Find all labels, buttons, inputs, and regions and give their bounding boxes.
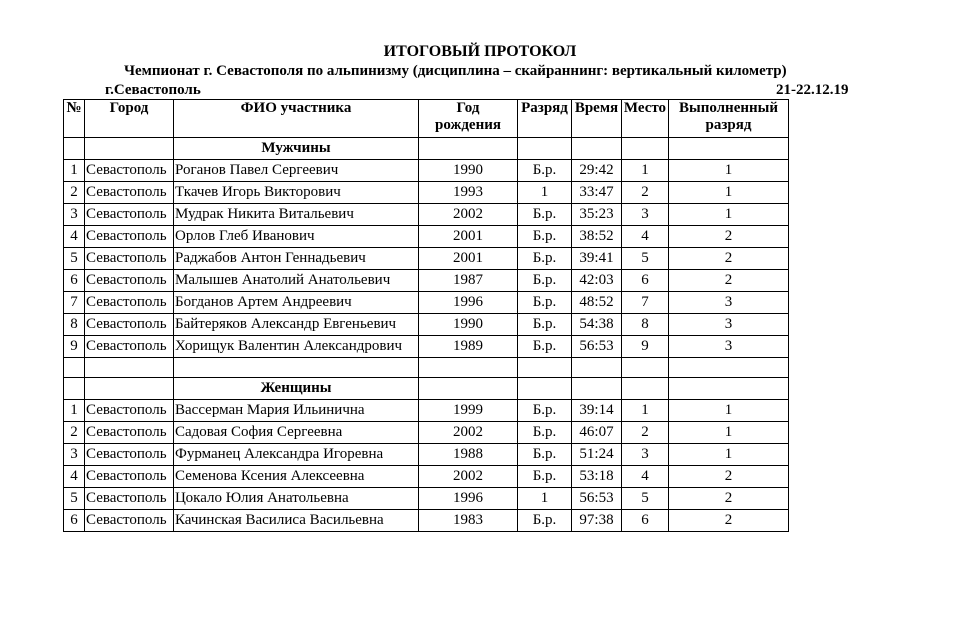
- cell-rank: Б.р.: [518, 400, 572, 422]
- cell-place: 3: [622, 204, 669, 226]
- cell-city: Севастополь: [85, 248, 174, 270]
- cell-place: 1: [622, 400, 669, 422]
- cell-year: 1999: [419, 400, 518, 422]
- cell-achieved: 1: [669, 400, 789, 422]
- table-row: [64, 466, 789, 488]
- table-row: [64, 292, 789, 314]
- cell-time: 42:03: [572, 270, 622, 292]
- cell-achieved: 1: [669, 160, 789, 182]
- cell-name: Качинская Василиса Васильевна: [174, 510, 419, 532]
- cell-num: 3: [64, 204, 85, 226]
- cell-achieved: 2: [669, 488, 789, 510]
- cell-rank: 1: [518, 488, 572, 510]
- table-row: [64, 488, 789, 510]
- cell-year: 1983: [419, 510, 518, 532]
- cell-rank: Б.р.: [518, 444, 572, 466]
- cell-name: Раджабов Антон Геннадьевич: [174, 248, 419, 270]
- cell-year: 1996: [419, 488, 518, 510]
- cell-city: Севастополь: [85, 510, 174, 532]
- cell-name: Цокало Юлия Анатольевна: [174, 488, 419, 510]
- table-row: [64, 248, 789, 270]
- cell-name: Фурманец Александра Игоревна: [174, 444, 419, 466]
- col-header-achieved-line1: Выполненный: [678, 100, 779, 116]
- cell-achieved: 1: [669, 204, 789, 226]
- cell-year: 2002: [419, 422, 518, 444]
- table-row: [64, 444, 789, 466]
- cell-num: 7: [64, 292, 85, 314]
- cell-place: 7: [622, 292, 669, 314]
- section-row-women: [64, 378, 789, 400]
- cell-city: Севастополь: [85, 336, 174, 358]
- cell-year: 1993: [419, 182, 518, 204]
- cell-name: Орлов Глеб Иванович: [174, 226, 419, 248]
- cell-num: 4: [64, 226, 85, 248]
- cell-achieved: 2: [669, 466, 789, 488]
- cell-num: 2: [64, 422, 85, 444]
- cell-rank: Б.р.: [518, 314, 572, 336]
- cell-rank: Б.р.: [518, 466, 572, 488]
- cell-time: 97:38: [572, 510, 622, 532]
- table-row: [64, 182, 789, 204]
- cell-place: 2: [622, 182, 669, 204]
- table-row: [64, 160, 789, 182]
- col-header-achieved-line2: разряд: [705, 117, 752, 133]
- cell-place: 4: [622, 226, 669, 248]
- cell-year: 1987: [419, 270, 518, 292]
- cell-time: 56:53: [572, 488, 622, 510]
- cell-achieved: 3: [669, 336, 789, 358]
- cell-place: 3: [622, 444, 669, 466]
- results-table: [63, 99, 789, 532]
- cell-city: Севастополь: [85, 488, 174, 510]
- table-row: [64, 270, 789, 292]
- cell-time: 33:47: [572, 182, 622, 204]
- col-header-name: ФИО участника: [174, 100, 419, 138]
- cell-name: Мудрак Никита Витальевич: [174, 204, 419, 226]
- cell-num: 9: [64, 336, 85, 358]
- cell-num: 8: [64, 314, 85, 336]
- cell-year: 1989: [419, 336, 518, 358]
- table-row: [64, 422, 789, 444]
- cell-achieved: 2: [669, 270, 789, 292]
- table-row: [64, 314, 789, 336]
- cell-num: 6: [64, 270, 85, 292]
- cell-name: Малышев Анатолий Анатольевич: [174, 270, 419, 292]
- cell-time: 29:42: [572, 160, 622, 182]
- cell-num: 2: [64, 182, 85, 204]
- section-row-men: [64, 138, 789, 160]
- document-title: ИТОГОВЫЙ ПРОТОКОЛ: [383, 43, 577, 60]
- section-label-men: Мужчины: [174, 138, 419, 160]
- cell-rank: Б.р.: [518, 270, 572, 292]
- section-label-women: Женщины: [174, 378, 419, 400]
- cell-name: Богданов Артем Андреевич: [174, 292, 419, 314]
- empty-row: [64, 358, 789, 378]
- location-label: г.Севастополь: [105, 82, 201, 98]
- cell-num: 1: [64, 160, 85, 182]
- cell-name: Семенова Ксения Алексеевна: [174, 466, 419, 488]
- cell-time: 38:52: [572, 226, 622, 248]
- cell-achieved: 1: [669, 444, 789, 466]
- cell-year: 1996: [419, 292, 518, 314]
- cell-rank: Б.р.: [518, 510, 572, 532]
- cell-place: 9: [622, 336, 669, 358]
- table-row: [64, 204, 789, 226]
- date-label: 21-22.12.19: [776, 82, 849, 98]
- cell-num: 6: [64, 510, 85, 532]
- cell-year: 2001: [419, 226, 518, 248]
- col-header-achieved: [669, 100, 789, 138]
- cell-name: Садовая София Сергеевна: [174, 422, 419, 444]
- cell-achieved: 2: [669, 226, 789, 248]
- cell-place: 2: [622, 422, 669, 444]
- cell-rank: Б.р.: [518, 248, 572, 270]
- cell-place: 8: [622, 314, 669, 336]
- cell-city: Севастополь: [85, 466, 174, 488]
- cell-name: Ткачев Игорь Викторович: [174, 182, 419, 204]
- cell-time: 39:14: [572, 400, 622, 422]
- col-header-time: Время: [572, 100, 622, 138]
- cell-achieved: 1: [669, 422, 789, 444]
- col-header-rank: Разряд: [518, 100, 572, 138]
- cell-year: 2002: [419, 204, 518, 226]
- cell-city: Севастополь: [85, 314, 174, 336]
- cell-year: 1988: [419, 444, 518, 466]
- col-header-num: №: [64, 100, 85, 138]
- cell-time: 56:53: [572, 336, 622, 358]
- cell-place: 4: [622, 466, 669, 488]
- cell-place: 6: [622, 510, 669, 532]
- cell-name: Байтеряков Александр Евгеньевич: [174, 314, 419, 336]
- cell-achieved: 3: [669, 292, 789, 314]
- cell-rank: 1: [518, 182, 572, 204]
- cell-num: 3: [64, 444, 85, 466]
- col-header-city: Город: [85, 100, 174, 138]
- table-row: [64, 510, 789, 532]
- table-header-row: [64, 100, 789, 138]
- cell-city: Севастополь: [85, 444, 174, 466]
- cell-time: 53:18: [572, 466, 622, 488]
- cell-achieved: 2: [669, 510, 789, 532]
- cell-rank: Б.р.: [518, 336, 572, 358]
- col-header-year: [419, 100, 518, 138]
- cell-year: 1990: [419, 314, 518, 336]
- cell-achieved: 3: [669, 314, 789, 336]
- cell-time: 39:41: [572, 248, 622, 270]
- cell-rank: Б.р.: [518, 422, 572, 444]
- cell-time: 51:24: [572, 444, 622, 466]
- cell-time: 54:38: [572, 314, 622, 336]
- table-row: [64, 400, 789, 422]
- cell-place: 1: [622, 160, 669, 182]
- document-subtitle: Чемпионат г. Севастополя по альпинизму (дисциплина – скайраннинг: вертикальный километр): [124, 63, 787, 79]
- cell-name: Вассерман Мария Ильинична: [174, 400, 419, 422]
- cell-num: 5: [64, 248, 85, 270]
- cell-year: 2001: [419, 248, 518, 270]
- cell-name: Хорищук Валентин Александрович: [174, 336, 419, 358]
- cell-city: Севастополь: [85, 422, 174, 444]
- table-row: [64, 226, 789, 248]
- cell-year: 2002: [419, 466, 518, 488]
- cell-city: Севастополь: [85, 226, 174, 248]
- cell-rank: Б.р.: [518, 204, 572, 226]
- cell-achieved: 2: [669, 248, 789, 270]
- col-header-year-line2: рождения: [435, 117, 501, 133]
- cell-time: 48:52: [572, 292, 622, 314]
- cell-num: 4: [64, 466, 85, 488]
- cell-achieved: 1: [669, 182, 789, 204]
- cell-place: 5: [622, 248, 669, 270]
- cell-city: Севастополь: [85, 400, 174, 422]
- col-header-year-line1: Год: [456, 100, 480, 116]
- cell-rank: Б.р.: [518, 160, 572, 182]
- cell-time: 46:07: [572, 422, 622, 444]
- cell-year: 1990: [419, 160, 518, 182]
- cell-city: Севастополь: [85, 204, 174, 226]
- cell-rank: Б.р.: [518, 226, 572, 248]
- cell-rank: Б.р.: [518, 292, 572, 314]
- cell-city: Севастополь: [85, 182, 174, 204]
- table-row: [64, 336, 789, 358]
- cell-place: 6: [622, 270, 669, 292]
- results-table-body: [64, 138, 789, 532]
- col-header-place: Место: [622, 100, 669, 138]
- cell-place: 5: [622, 488, 669, 510]
- cell-name: Роганов Павел Сергеевич: [174, 160, 419, 182]
- cell-city: Севастополь: [85, 270, 174, 292]
- cell-city: Севастополь: [85, 160, 174, 182]
- cell-time: 35:23: [572, 204, 622, 226]
- cell-num: 1: [64, 400, 85, 422]
- cell-num: 5: [64, 488, 85, 510]
- cell-city: Севастополь: [85, 292, 174, 314]
